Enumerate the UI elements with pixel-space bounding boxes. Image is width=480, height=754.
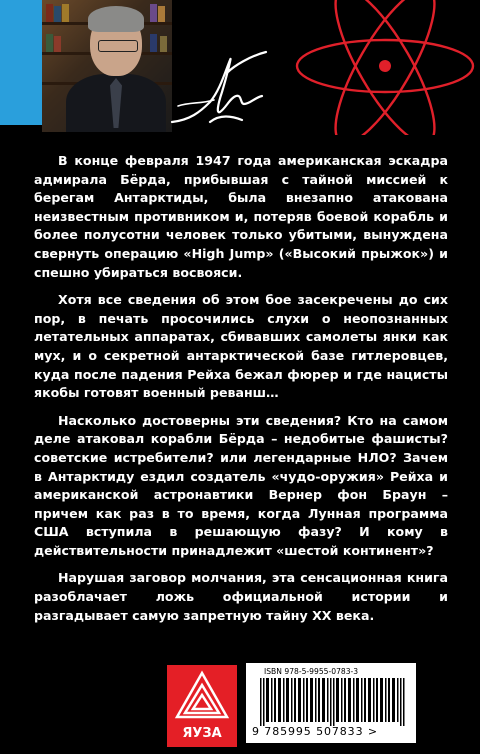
- isbn: ISBN 978-5-9955-0783-3: [264, 667, 359, 676]
- paragraph: Насколько достоверны эти сведения? Кто на самом деле атаковал корабли Бёрда – недобитые фашисты? советские истребители? или легендарные НЛО? Зачем в Антарктиду ездил создатель «чудо-оружия» Рейха и американской астронавтики Вернер фон Браун – причем как раз в то время, когда Лунная программа США вступила в решающую фазу? И кому в действительности принадлежит «шестой континент»?: [34, 412, 448, 558]
- barcode-bars: [260, 678, 406, 726]
- accent-strip: [0, 0, 42, 125]
- publisher-logo: [167, 665, 237, 747]
- annotation-text: [34, 152, 448, 634]
- author-photo: [42, 0, 172, 132]
- paragraph: В конце февраля 1947 года американская эскадра адмирала Бёрда, прибывшая с тайной миссией к берегам Антарктиды, была внезапно атакована неизвестным противником и, потеряв боевой корабль и более полусотни человек только убитыми, вынуждена свернуть операцию «High Jump» («Высокий прыжок») и спешно убираться восвояси.: [34, 153, 448, 280]
- barcode-digits: 9 785995 507833 >: [252, 725, 378, 738]
- header-band: [0, 0, 480, 140]
- barcode: [246, 663, 416, 743]
- paragraph: Нарушая заговор молчания, эта сенсационная книга разоблачает ложь официальной истории и разгадывает самую запретную тайну XX века.: [34, 570, 448, 623]
- atom-icon: [290, 0, 480, 135]
- signature: [170, 42, 280, 137]
- publisher-name: ЯУЗА: [182, 726, 222, 741]
- paragraph: Хотя все сведения об этом бое засекречены до сих пор, в печать просочились слухи о неопознанных летательных аппаратах, сбивавших самолеты янки как мух, и о секретной антарктической базе гитлеровцев, куда после падения Рейха бежал фюрер и где нацисты якобы готовят военный реванш…: [34, 292, 448, 401]
